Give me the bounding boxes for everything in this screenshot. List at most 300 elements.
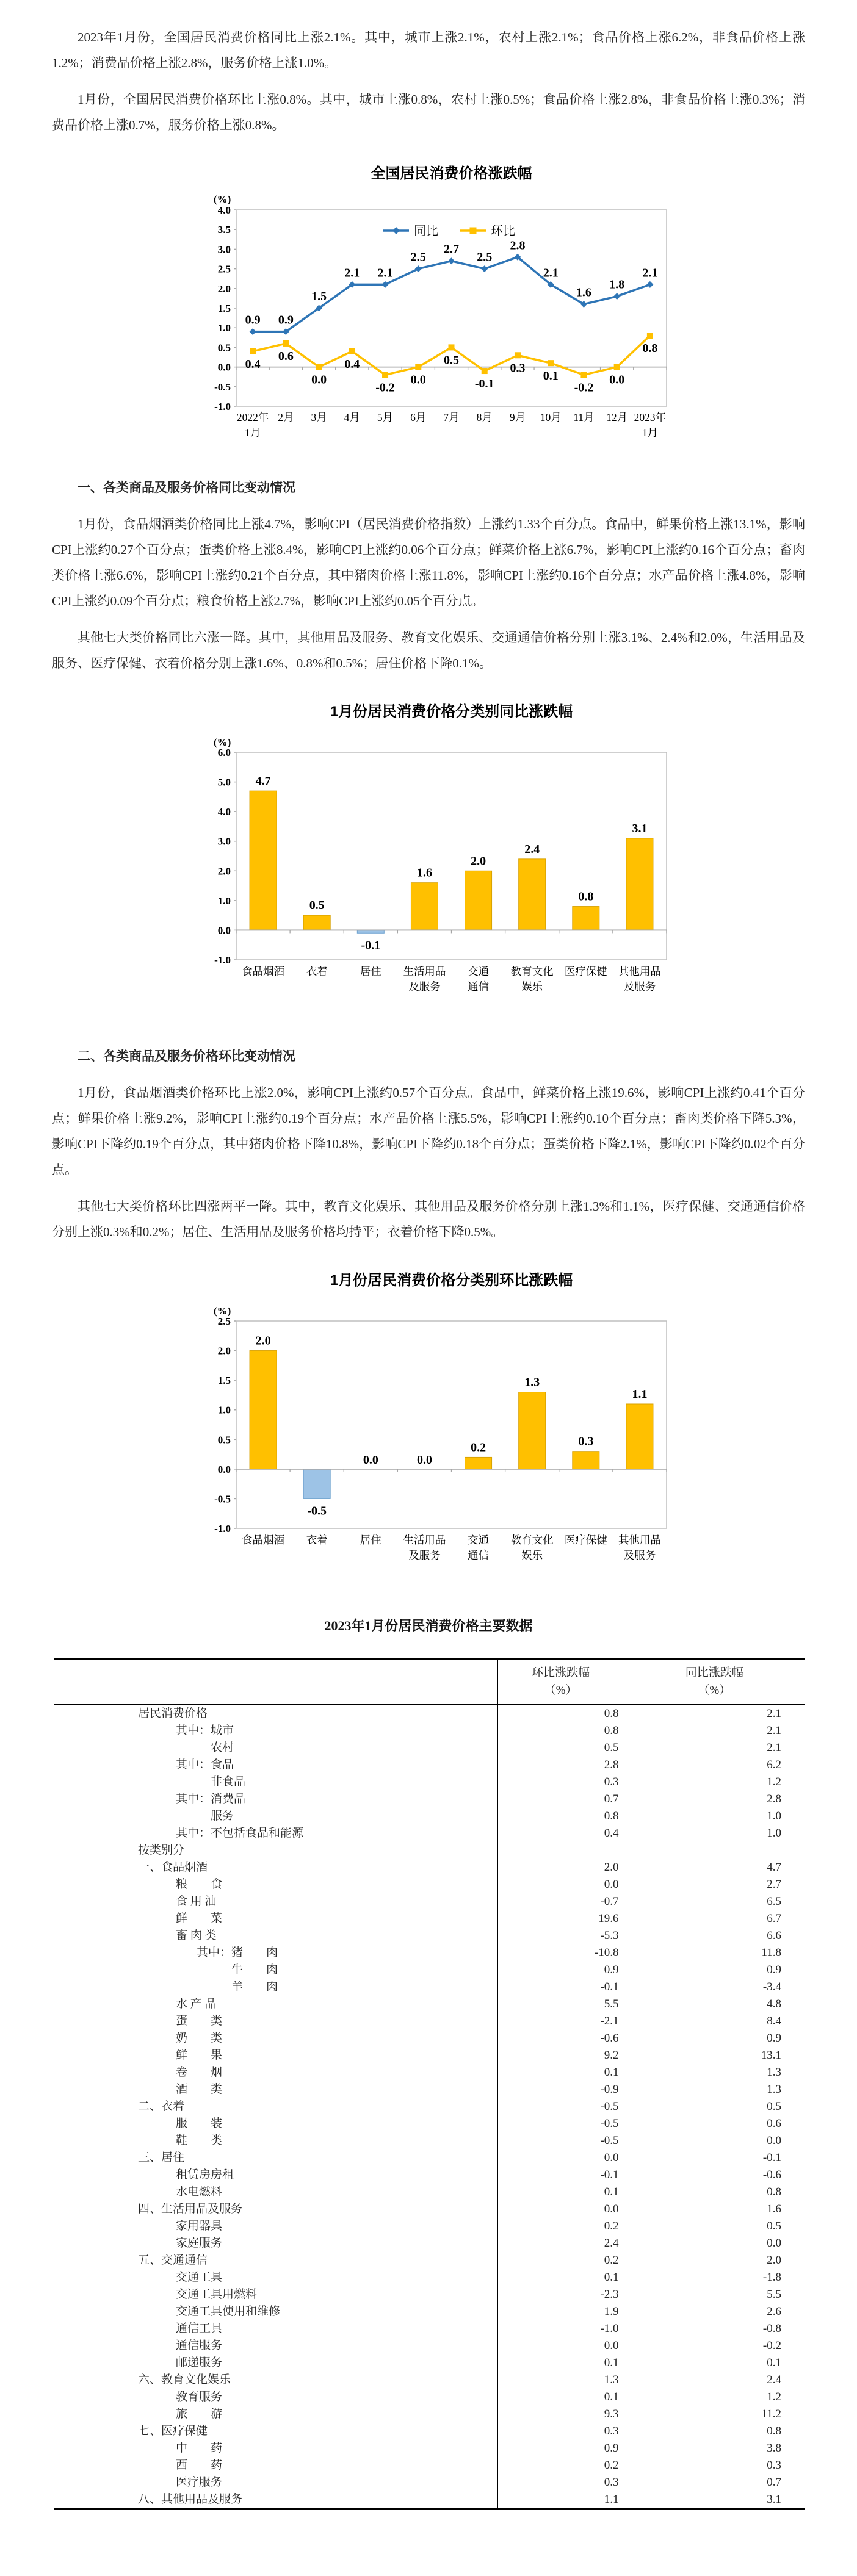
row-label: 按类别分 (138, 1843, 185, 1857)
table-row (54, 2269, 805, 2286)
svg-text:-0.5: -0.5 (214, 381, 231, 393)
table-row (54, 2423, 805, 2440)
row-yoy-value: -3.4 (624, 1979, 805, 1996)
row-mom-value: 0.0 (497, 2201, 624, 2218)
row-label: 七、医疗保健 (138, 2424, 208, 2437)
table-row (54, 1722, 805, 1740)
svg-text:及服务: 及服务 (623, 980, 656, 993)
svg-text:3.1: 3.1 (632, 821, 648, 835)
row-mom-value: 0.3 (497, 1774, 624, 1791)
row-mom-value: 0.4 (497, 1825, 624, 1842)
svg-text:0.5: 0.5 (217, 1434, 231, 1446)
row-mom-value: 1.1 (497, 2491, 624, 2509)
table-row (54, 2115, 805, 2132)
svg-text:6.0: 6.0 (217, 747, 231, 758)
cpi-mom-bar-chart (184, 1263, 673, 1580)
svg-text:1月份居民消费价格分类别同比涨跌幅: 1月份居民消费价格分类别同比涨跌幅 (330, 703, 573, 720)
svg-text:2.7: 2.7 (444, 242, 459, 256)
row-mom-value: 5.5 (497, 1996, 624, 2013)
row-yoy-value: 2.0 (624, 2252, 805, 2269)
row-mom-value: -0.5 (497, 2098, 624, 2115)
svg-text:2.0: 2.0 (217, 282, 231, 295)
row-yoy-value: 13.1 (624, 2047, 805, 2064)
svg-text:0.9: 0.9 (278, 313, 294, 327)
section-heading-yoy: 一、各类商品及服务价格同比变动情况 (78, 480, 295, 495)
row-mom-value: 0.1 (497, 2064, 624, 2081)
svg-text:2.5: 2.5 (217, 1315, 231, 1327)
svg-text:0.0: 0.0 (311, 373, 327, 387)
row-label: 西 药 (176, 2458, 223, 2472)
table-row (54, 1962, 805, 1979)
svg-text:-1.0: -1.0 (214, 401, 231, 412)
row-mom-value: 0.0 (497, 1876, 624, 1893)
cpi-mom-bar-chart-svg (184, 1263, 673, 1580)
svg-text:5月: 5月 (377, 411, 394, 423)
row-label: 水电燃料 (176, 2185, 223, 2198)
row-label: 其中：食品 (176, 1758, 234, 1771)
row-yoy-value: 3.8 (624, 2440, 805, 2457)
row-yoy-value: 6.7 (624, 1910, 805, 1927)
svg-text:1.0: 1.0 (217, 894, 231, 907)
row-mom-value: 0.8 (497, 1722, 624, 1740)
svg-text:2.1: 2.1 (377, 266, 393, 280)
table-row (54, 2167, 805, 2184)
table-row (54, 1705, 805, 1722)
table-row (54, 2389, 805, 2406)
row-label: 八、其他用品及服务 (138, 2492, 243, 2506)
svg-text:0.9: 0.9 (245, 313, 261, 327)
table-row (54, 2064, 805, 2081)
row-label: 六、教育文化娱乐 (138, 2373, 231, 2386)
row-label: 交通工具用燃料 (176, 2287, 258, 2301)
svg-text:0.8: 0.8 (578, 890, 594, 904)
svg-text:0.4: 0.4 (245, 357, 261, 371)
table-row (54, 2201, 805, 2218)
table-row (54, 1910, 805, 1927)
svg-text:2.1: 2.1 (642, 266, 658, 280)
row-label: 鲜 菜 (176, 1912, 223, 1925)
row-mom-value: 0.1 (497, 2184, 624, 2201)
row-mom-value: -0.5 (497, 2115, 624, 2132)
row-mom-value: -2.3 (497, 2286, 624, 2303)
table-row (54, 2218, 805, 2235)
row-label: 家庭服务 (176, 2236, 223, 2250)
row-yoy-value: 0.1 (624, 2355, 805, 2372)
svg-text:其他用品: 其他用品 (618, 965, 661, 977)
svg-text:0.0: 0.0 (609, 373, 625, 387)
svg-text:0.1: 0.1 (543, 369, 559, 383)
row-label: 其中：猪 肉 (197, 1946, 278, 1959)
svg-text:2.0: 2.0 (217, 1345, 231, 1357)
row-label: 食 用 油 (176, 1894, 217, 1908)
table-title: 2023年1月份居民消费价格主要数据 (324, 1618, 533, 1633)
svg-text:1.6: 1.6 (416, 866, 432, 880)
row-yoy-value: 0.9 (624, 1962, 805, 1979)
cpi-line-chart-svg (184, 156, 673, 443)
paragraph-mom-other-categories: 其他七大类价格环比四涨两平一降。其中，教育文化娱乐、其他用品及服务价格分别上涨1.3%和1.1%，医疗保健、交通通信价格分别上涨0.3%和0.2%；居住、生活用品及服务价格均持平；衣着价格下降0.5%。 (52, 1199, 805, 1239)
table-row (54, 1859, 805, 1876)
row-label: 二、衣着 (138, 2099, 185, 2113)
svg-text:3.0: 3.0 (217, 243, 231, 256)
svg-text:1.6: 1.6 (576, 286, 591, 300)
svg-text:0.5: 0.5 (309, 899, 325, 913)
svg-text:环比: 环比 (491, 225, 515, 238)
table-row (54, 1825, 805, 1842)
svg-text:-0.1: -0.1 (361, 938, 381, 952)
svg-text:0.2: 0.2 (471, 1441, 486, 1455)
svg-text:0.5: 0.5 (444, 353, 459, 367)
table-row (54, 2372, 805, 2389)
table-row (54, 2286, 805, 2303)
svg-text:5.0: 5.0 (217, 776, 231, 788)
svg-text:0.0: 0.0 (363, 1453, 378, 1467)
svg-text:4.0: 4.0 (217, 204, 231, 216)
row-yoy-value: 6.2 (624, 1757, 805, 1774)
svg-text:衣着: 衣着 (306, 1534, 328, 1546)
row-label: 蛋 类 (176, 2014, 223, 2027)
row-mom-value: -0.6 (497, 2030, 624, 2047)
row-mom-value: 0.2 (497, 2252, 624, 2269)
svg-text:教育文化: 教育文化 (510, 1534, 554, 1546)
table-row (54, 2184, 805, 2201)
row-yoy-value: 1.2 (624, 1774, 805, 1791)
row-mom-value: 9.3 (497, 2406, 624, 2423)
svg-text:(%): (%) (214, 1305, 231, 1317)
svg-text:全国居民消费价格涨跌幅: 全国居民消费价格涨跌幅 (371, 165, 532, 182)
table-row (54, 2406, 805, 2423)
row-mom-value: 0.2 (497, 2457, 624, 2474)
row-yoy-value: 0.5 (624, 2218, 805, 2235)
row-yoy-value: 0.6 (624, 2115, 805, 2132)
row-label: 中 药 (176, 2441, 223, 2455)
table-row (54, 1740, 805, 1757)
row-mom-value: 0.1 (497, 2269, 624, 2286)
table-row (54, 2132, 805, 2150)
svg-text:1.5: 1.5 (217, 1375, 231, 1387)
row-mom-value (497, 1842, 624, 1859)
svg-text:生活用品: 生活用品 (403, 1534, 446, 1546)
table-row (54, 2098, 805, 2115)
row-yoy-value: 1.6 (624, 2201, 805, 2218)
svg-text:0.3: 0.3 (578, 1434, 594, 1448)
row-yoy-value: -0.8 (624, 2320, 805, 2337)
table-row (54, 1842, 805, 1859)
row-mom-value: 0.0 (497, 2150, 624, 2167)
table-header-row (54, 1659, 805, 1705)
svg-text:1.0: 1.0 (217, 322, 231, 334)
row-yoy-value (624, 1842, 805, 1859)
row-yoy-value: 4.7 (624, 1859, 805, 1876)
svg-text:及服务: 及服务 (408, 980, 441, 993)
svg-text:(%): (%) (214, 736, 231, 748)
table-row (54, 2355, 805, 2372)
row-yoy-value: 0.5 (624, 2098, 805, 2115)
svg-text:6月: 6月 (410, 411, 427, 423)
row-mom-value: -0.5 (497, 2132, 624, 2150)
svg-text:-0.1: -0.1 (474, 377, 494, 391)
svg-text:0.0: 0.0 (217, 361, 231, 373)
row-label: 其中：不包括食品和能源 (176, 1826, 304, 1840)
table-row (54, 2491, 805, 2509)
row-mom-value: -0.1 (497, 1979, 624, 1996)
svg-text:衣着: 衣着 (306, 965, 328, 977)
paragraph-mom-food: 1月份，食品烟酒类价格环比上涨2.0%，影响CPI上涨约0.57个百分点。食品中，鲜菜价格上涨19.6%，影响CPI上涨约0.41个百分点；鲜果价格上涨9.2%，影响CPI上涨约0.19个百分点；水产品价格上涨5.5%，影响CPI上涨约0.10个百分点；畜肉类价格下降5.3%，影响CPI下降约0.19个百分点，其中猪肉价格下降10.8%，影响CPI下降约0.18个百分点；蛋类价格下降2.1%，影响CPI下降约0.02个百分点。 (52, 1085, 805, 1177)
svg-text:2.0: 2.0 (255, 1334, 271, 1348)
cpi-yoy-bar-chart (184, 694, 673, 1012)
svg-text:0.6: 0.6 (278, 349, 294, 363)
svg-text:3.5: 3.5 (217, 224, 231, 236)
table-row (54, 2440, 805, 2457)
row-mom-value: 0.8 (497, 1705, 624, 1722)
row-mom-value: 1.3 (497, 2372, 624, 2389)
row-yoy-value: 5.5 (624, 2286, 805, 2303)
svg-text:4.7: 4.7 (255, 774, 271, 788)
row-label: 非食品 (211, 1775, 246, 1788)
row-label: 水 产 品 (176, 1997, 217, 2010)
row-label: 旅 游 (176, 2407, 223, 2420)
row-yoy-value: 0.8 (624, 2423, 805, 2440)
svg-text:1.5: 1.5 (311, 290, 327, 303)
svg-text:3.0: 3.0 (217, 835, 231, 847)
paragraph-yoy-food: 1月份，食品烟酒类价格同比上涨4.7%，影响CPI（居民消费价格指数）上涨约1.33个百分点。食品中，鲜果价格上涨13.1%，影响CPI上涨约0.27个百分点；蛋类价格上涨8.4%，影响CPI上涨约0.06个百分点；鲜菜价格上涨6.7%，影响CPI上涨约0.16个百分点；畜肉类价格上涨6.6%，影响CPI上涨约0.21个百分点，其中猪肉价格上涨11.8%，影响CPI上涨约0.16个百分点；水产品价格上涨4.8%，影响CPI上涨约0.09个百分点；粮食价格上涨2.7%，影响CPI上涨约0.05个百分点。 (52, 517, 805, 608)
svg-text:居住: 居住 (360, 965, 381, 977)
row-yoy-value: 2.1 (624, 1722, 805, 1740)
row-yoy-value: 0.9 (624, 2030, 805, 2047)
svg-text:-0.2: -0.2 (574, 381, 594, 395)
table-row (54, 2474, 805, 2491)
row-mom-value: 19.6 (497, 1910, 624, 1927)
row-label: 其中：消费品 (176, 1792, 246, 1805)
svg-text:-0.2: -0.2 (375, 381, 395, 395)
table-row (54, 1945, 805, 1962)
row-mom-value: 0.9 (497, 1962, 624, 1979)
row-label: 通信服务 (176, 2339, 223, 2352)
svg-text:娱乐: 娱乐 (521, 980, 543, 993)
row-mom-value: 1.9 (497, 2303, 624, 2320)
row-yoy-value: 0.7 (624, 2474, 805, 2491)
row-mom-value: 0.0 (497, 2337, 624, 2355)
svg-text:1.1: 1.1 (632, 1387, 648, 1401)
cpi-data-table (54, 1658, 805, 2510)
svg-text:2.0: 2.0 (471, 854, 486, 868)
header-empty-cell (54, 1659, 497, 1705)
table-row (54, 1927, 805, 1945)
svg-text:1.8: 1.8 (609, 278, 625, 292)
row-label: 邮递服务 (176, 2356, 223, 2369)
svg-text:0.0: 0.0 (416, 1453, 432, 1467)
table-row (54, 1757, 805, 1774)
row-label: 鞋 类 (176, 2134, 223, 2147)
table-row (54, 1996, 805, 2013)
row-label: 租赁房房租 (176, 2168, 234, 2181)
row-yoy-value: 2.6 (624, 2303, 805, 2320)
svg-text:1.3: 1.3 (524, 1375, 540, 1389)
row-label: 四、生活用品及服务 (138, 2202, 243, 2215)
svg-text:-1.0: -1.0 (214, 954, 231, 966)
svg-text:2.1: 2.1 (543, 266, 559, 280)
table-row (54, 2235, 805, 2252)
row-mom-value: 0.1 (497, 2389, 624, 2406)
cpi-line-chart (184, 156, 673, 443)
row-yoy-value: 2.1 (624, 1740, 805, 1757)
svg-text:生活用品: 生活用品 (403, 965, 446, 977)
svg-text:医疗保健: 医疗保健 (564, 1534, 607, 1546)
svg-text:0.5: 0.5 (217, 342, 231, 354)
header-yoy: 同比涨跌幅 （%） (624, 1659, 805, 1705)
row-mom-value: -0.1 (497, 2167, 624, 2184)
svg-text:0.0: 0.0 (217, 1463, 231, 1475)
row-label: 服务 (211, 1809, 234, 1822)
table-row (54, 2252, 805, 2269)
row-yoy-value: 4.8 (624, 1996, 805, 2013)
row-label: 奶 类 (176, 2031, 223, 2045)
row-label: 交通工具 (176, 2270, 223, 2284)
row-mom-value: -2.1 (497, 2013, 624, 2030)
table-row (54, 2337, 805, 2355)
svg-text:娱乐: 娱乐 (521, 1549, 543, 1561)
svg-text:0.0: 0.0 (410, 373, 426, 387)
row-label: 牛 肉 (231, 1963, 278, 1976)
row-label: 三、居住 (138, 2151, 185, 2164)
svg-text:1.5: 1.5 (217, 303, 231, 314)
table-row (54, 1876, 805, 1893)
row-yoy-value: -0.1 (624, 2150, 805, 2167)
table-row (54, 1774, 805, 1791)
svg-text:医疗保健: 医疗保健 (564, 965, 607, 977)
svg-text:10月: 10月 (540, 411, 562, 423)
row-label: 卷 烟 (176, 2065, 223, 2079)
svg-text:0.8: 0.8 (642, 342, 658, 356)
row-label: 医疗服务 (176, 2475, 223, 2489)
table-row (54, 2081, 805, 2098)
svg-text:及服务: 及服务 (623, 1549, 656, 1561)
paragraph-mom-summary: 1月份，全国居民消费价格环比上涨0.8%。其中，城市上涨0.8%，农村上涨0.5%；食品价格上涨2.8%，非食品价格上涨0.3%；消费品价格上涨0.7%，服务价格上涨0.8%。 (52, 92, 805, 132)
svg-text:-0.5: -0.5 (307, 1504, 327, 1518)
svg-text:0.3: 0.3 (510, 361, 526, 375)
row-yoy-value: -0.6 (624, 2167, 805, 2184)
svg-text:0.4: 0.4 (344, 357, 360, 371)
row-yoy-value: 1.0 (624, 1808, 805, 1825)
row-label: 居民消费价格 (138, 1707, 208, 1720)
row-label: 通信工具 (176, 2322, 223, 2335)
table-row (54, 2013, 805, 2030)
row-label: 鲜 果 (176, 2048, 223, 2062)
svg-text:0.0: 0.0 (217, 924, 231, 937)
row-yoy-value: -1.8 (624, 2269, 805, 2286)
svg-text:教育文化: 教育文化 (510, 965, 554, 977)
row-yoy-value: 2.8 (624, 1791, 805, 1808)
header-mom: 环比涨跌幅 （%） (497, 1659, 624, 1705)
svg-text:3月: 3月 (311, 411, 327, 423)
row-label: 羊 肉 (231, 1980, 278, 1993)
svg-text:9月: 9月 (509, 411, 526, 423)
row-mom-value: 0.5 (497, 1740, 624, 1757)
row-yoy-value: -0.2 (624, 2337, 805, 2355)
row-yoy-value: 1.0 (624, 1825, 805, 1842)
row-label: 畜 肉 类 (176, 1929, 217, 1942)
row-yoy-value: 0.0 (624, 2132, 805, 2150)
table-row (54, 1791, 805, 1808)
row-label: 教育服务 (176, 2390, 223, 2403)
svg-text:2.0: 2.0 (217, 865, 231, 877)
row-label: 五、交通通信 (138, 2253, 208, 2267)
svg-text:-1.0: -1.0 (214, 1523, 231, 1534)
row-mom-value: 0.3 (497, 2474, 624, 2491)
svg-text:1月: 1月 (642, 426, 659, 439)
table-row (54, 2030, 805, 2047)
row-yoy-value: 0.0 (624, 2235, 805, 2252)
svg-text:2.5: 2.5 (410, 250, 426, 264)
row-mom-value: 2.4 (497, 2235, 624, 2252)
row-mom-value: -0.7 (497, 1893, 624, 1910)
row-mom-value: 0.9 (497, 2440, 624, 2457)
svg-text:1.0: 1.0 (217, 1404, 231, 1416)
svg-text:2.8: 2.8 (510, 239, 526, 253)
row-mom-value: -10.8 (497, 1945, 624, 1962)
svg-text:4.0: 4.0 (217, 806, 231, 818)
svg-text:2.5: 2.5 (217, 263, 231, 275)
table-row (54, 1893, 805, 1910)
row-mom-value: -5.3 (497, 1927, 624, 1945)
row-label: 服 装 (176, 2117, 223, 2130)
row-yoy-value: 3.1 (624, 2491, 805, 2509)
row-yoy-value: 2.7 (624, 1876, 805, 1893)
row-yoy-value: 0.8 (624, 2184, 805, 2201)
table-row (54, 2320, 805, 2337)
row-mom-value: -0.9 (497, 2081, 624, 2098)
svg-text:居住: 居住 (360, 1534, 381, 1546)
row-label: 农村 (211, 1741, 234, 1754)
svg-text:交通: 交通 (468, 1534, 490, 1546)
row-label: 酒 类 (176, 2082, 223, 2096)
svg-text:其他用品: 其他用品 (618, 1534, 661, 1546)
svg-text:7月: 7月 (443, 411, 460, 423)
svg-text:通信: 通信 (468, 1549, 490, 1561)
svg-text:-0.5: -0.5 (214, 1493, 231, 1505)
svg-text:2023年: 2023年 (634, 411, 667, 423)
table-row (54, 2457, 805, 2474)
row-yoy-value: 1.3 (624, 2081, 805, 2098)
svg-text:及服务: 及服务 (408, 1549, 441, 1561)
table-row (54, 2303, 805, 2320)
row-label: 交通工具使用和维修 (176, 2304, 281, 2318)
row-yoy-value: 6.6 (624, 1927, 805, 1945)
table-row (54, 1808, 805, 1825)
row-mom-value: 2.8 (497, 1757, 624, 1774)
row-mom-value: 2.0 (497, 1859, 624, 1876)
section-heading-mom: 二、各类商品及服务价格环比变动情况 (78, 1049, 295, 1063)
row-yoy-value: 11.8 (624, 1945, 805, 1962)
svg-text:2022年: 2022年 (236, 411, 269, 423)
row-label: 其中：城市 (176, 1724, 234, 1737)
row-mom-value: -1.0 (497, 2320, 624, 2337)
svg-text:8月: 8月 (476, 411, 493, 423)
row-yoy-value: 11.2 (624, 2406, 805, 2423)
table-row (54, 2150, 805, 2167)
svg-text:1月: 1月 (244, 426, 261, 439)
row-mom-value: 0.8 (497, 1808, 624, 1825)
svg-text:11月: 11月 (573, 411, 595, 423)
row-label: 家用器具 (176, 2219, 223, 2232)
row-label: 粮 食 (176, 1877, 223, 1891)
table-row (54, 2047, 805, 2064)
svg-text:2.5: 2.5 (477, 250, 493, 264)
table-row (54, 1979, 805, 1996)
svg-text:2.1: 2.1 (344, 266, 360, 280)
svg-text:1月份居民消费价格分类别环比涨跌幅: 1月份居民消费价格分类别环比涨跌幅 (330, 1272, 573, 1289)
row-yoy-value: 2.1 (624, 1705, 805, 1722)
row-yoy-value: 1.2 (624, 2389, 805, 2406)
